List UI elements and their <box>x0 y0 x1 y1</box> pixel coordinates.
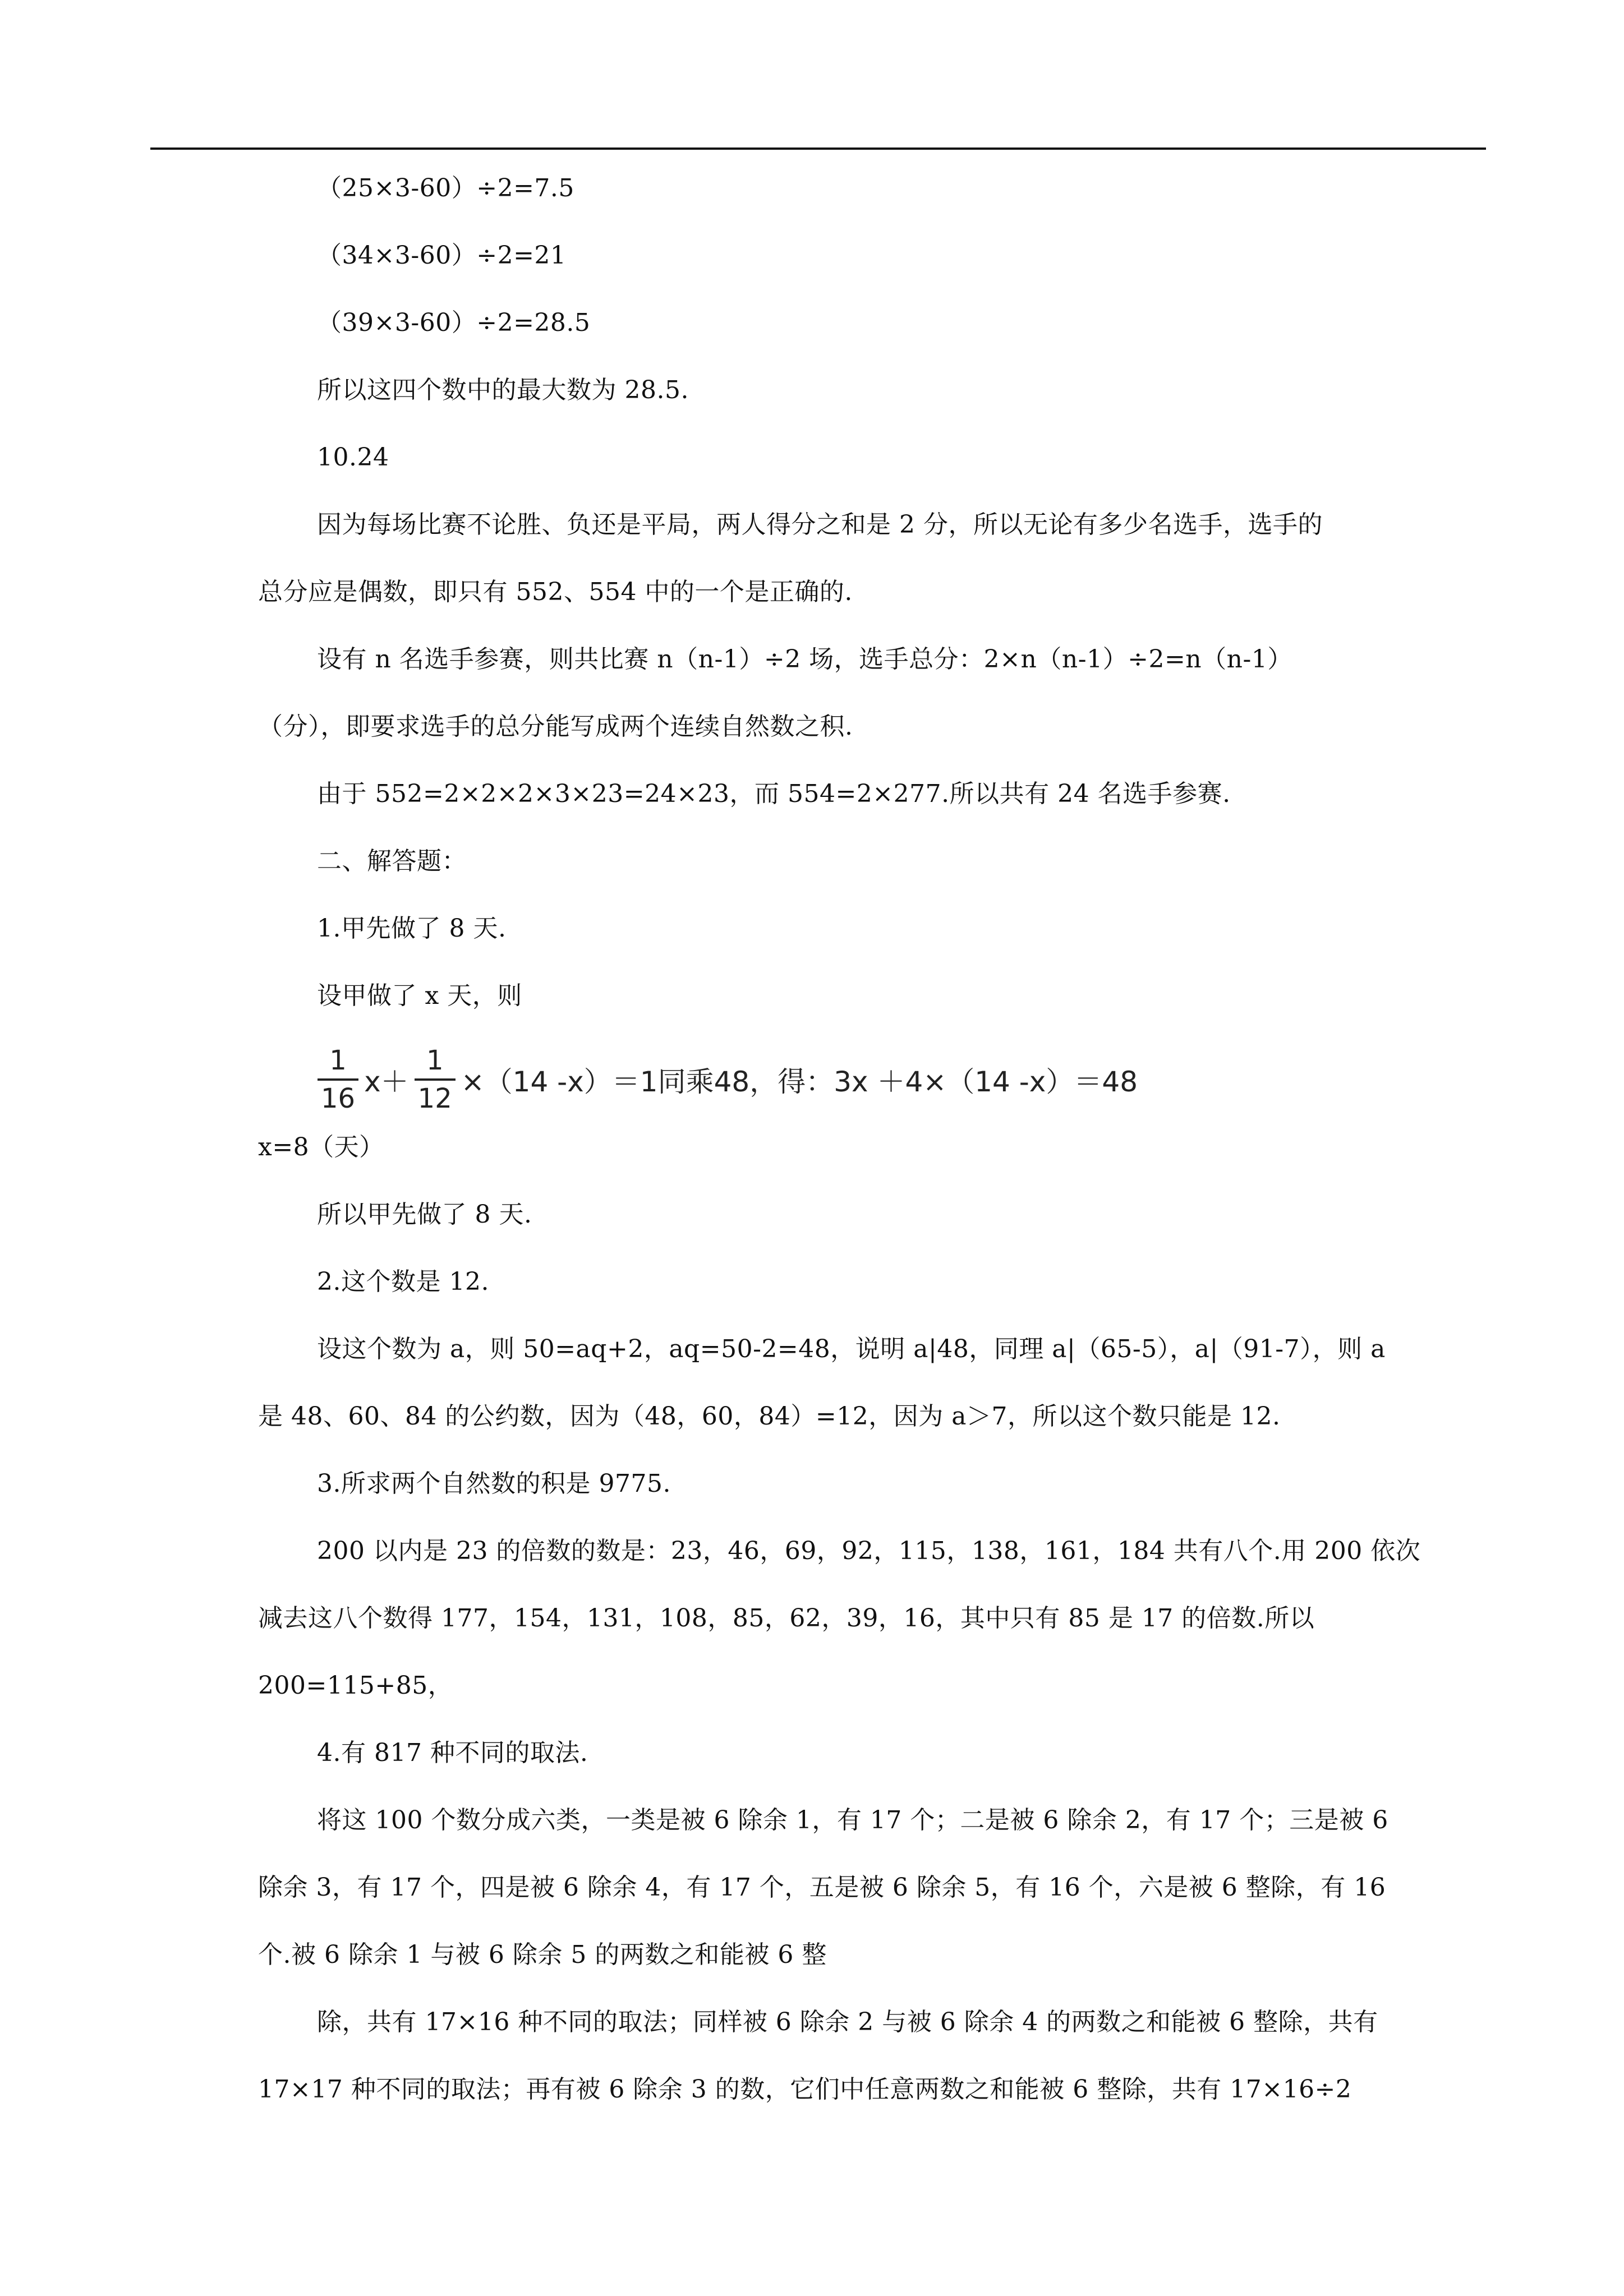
paragraph-line: 将这 100 个数分成六类，一类是被 6 除余 1，有 17 个；二是被 6 除余 2，有 17 个；三是被 6 <box>317 1806 1388 1834</box>
text-line: 10.24 <box>317 443 389 472</box>
paragraph-line: 设有 n 名选手参赛，则共比赛 n（n-1）÷2 场，选手总分：2×n（n-1）÷2=n（n-1） <box>317 645 1292 674</box>
paragraph-line: 由于 552=2×2×2×3×23=24×23，而 554=2×277.所以共有 24 名选手参赛. <box>317 780 1231 808</box>
section-heading: 二、解答题： <box>317 847 467 875</box>
fraction: $\frac{1}{12}$ <box>415 1047 456 1112</box>
equation-text: x＋ <box>364 1066 409 1098</box>
text-line: 所以这四个数中的最大数为 28.5. <box>317 376 689 404</box>
equation-image <box>314 1038 1140 1122</box>
answer-line: 4.有 817 种不同的取法. <box>317 1739 588 1767</box>
paragraph-line: 减去这八个数得 177，154，131，108，85，62，39，16，其中只有 85 是 17 的倍数.所以 <box>258 1604 1315 1633</box>
paragraph-line: 200 以内是 23 的倍数的数是：23，46，69，92，115，138，161，184 共有八个.用 200 依次 <box>317 1537 1421 1565</box>
text-line: （34×3-60）÷2=21 <box>317 241 567 270</box>
text-line: x=8（天） <box>258 1133 384 1161</box>
paragraph-line: 200=115+85， <box>258 1671 453 1700</box>
text-line: （25×3-60）÷2=7.5 <box>317 174 574 202</box>
answer-line: 3.所求两个自然数的积是 9775. <box>317 1469 671 1498</box>
text-line: 所以甲先做了 8 天. <box>317 1200 532 1229</box>
paragraph-line: 是 48、60、84 的公约数，因为（48，60，84）=12，因为 a＞7，所以这个数只能是 12. <box>258 1402 1281 1431</box>
paragraph-line: 除余 3，有 17 个，四是被 6 除余 4，有 17 个，五是被 6 除余 5，有 16 个，六是被 6 整除，有 16 <box>258 1873 1386 1902</box>
paragraph-line: 17×17 种不同的取法；再有被 6 除余 3 的数，它们中任意两数之和能被 6 整除，共有 17×16÷2 <box>258 2075 1352 2104</box>
answer-line: 1.甲先做了 8 天. <box>317 914 507 943</box>
paragraph-line: 个.被 6 除余 1 与被 6 除余 5 的两数之和能被 6 整 <box>258 1940 827 1969</box>
paragraph-line: 总分应是偶数，即只有 552、554 中的一个是正确的. <box>258 578 853 606</box>
paragraph-line: （分），即要求选手的总分能写成两个连续自然数之积. <box>258 712 853 741</box>
text-line: （39×3-60）÷2=28.5 <box>317 308 591 337</box>
paragraph-line: 因为每场比赛不论胜、负还是平局，两人得分之和是 2 分，所以无论有多少名选手，选手的 <box>317 510 1323 539</box>
answer-line: 2.这个数是 12. <box>317 1267 489 1296</box>
fraction: $\frac{1}{16}$ <box>318 1047 358 1112</box>
header-rule <box>150 147 1486 150</box>
text-line: 设甲做了 x 天，则 <box>317 981 522 1010</box>
paragraph-line: 除，共有 17×16 种不同的取法；同样被 6 除余 2 与被 6 除余 4 的两数之和能被 6 整除，共有 <box>317 2008 1378 2036</box>
equation-text: ×（14 -x）＝1同乘48，得：3x ＋4×（14 -x）＝48 <box>461 1066 1138 1098</box>
paragraph-line: 设这个数为 a，则 50=aq+2，aq=50-2=48，说明 a|48，同理 a|（65-5），a|（91-7），则 a <box>317 1335 1386 1363</box>
